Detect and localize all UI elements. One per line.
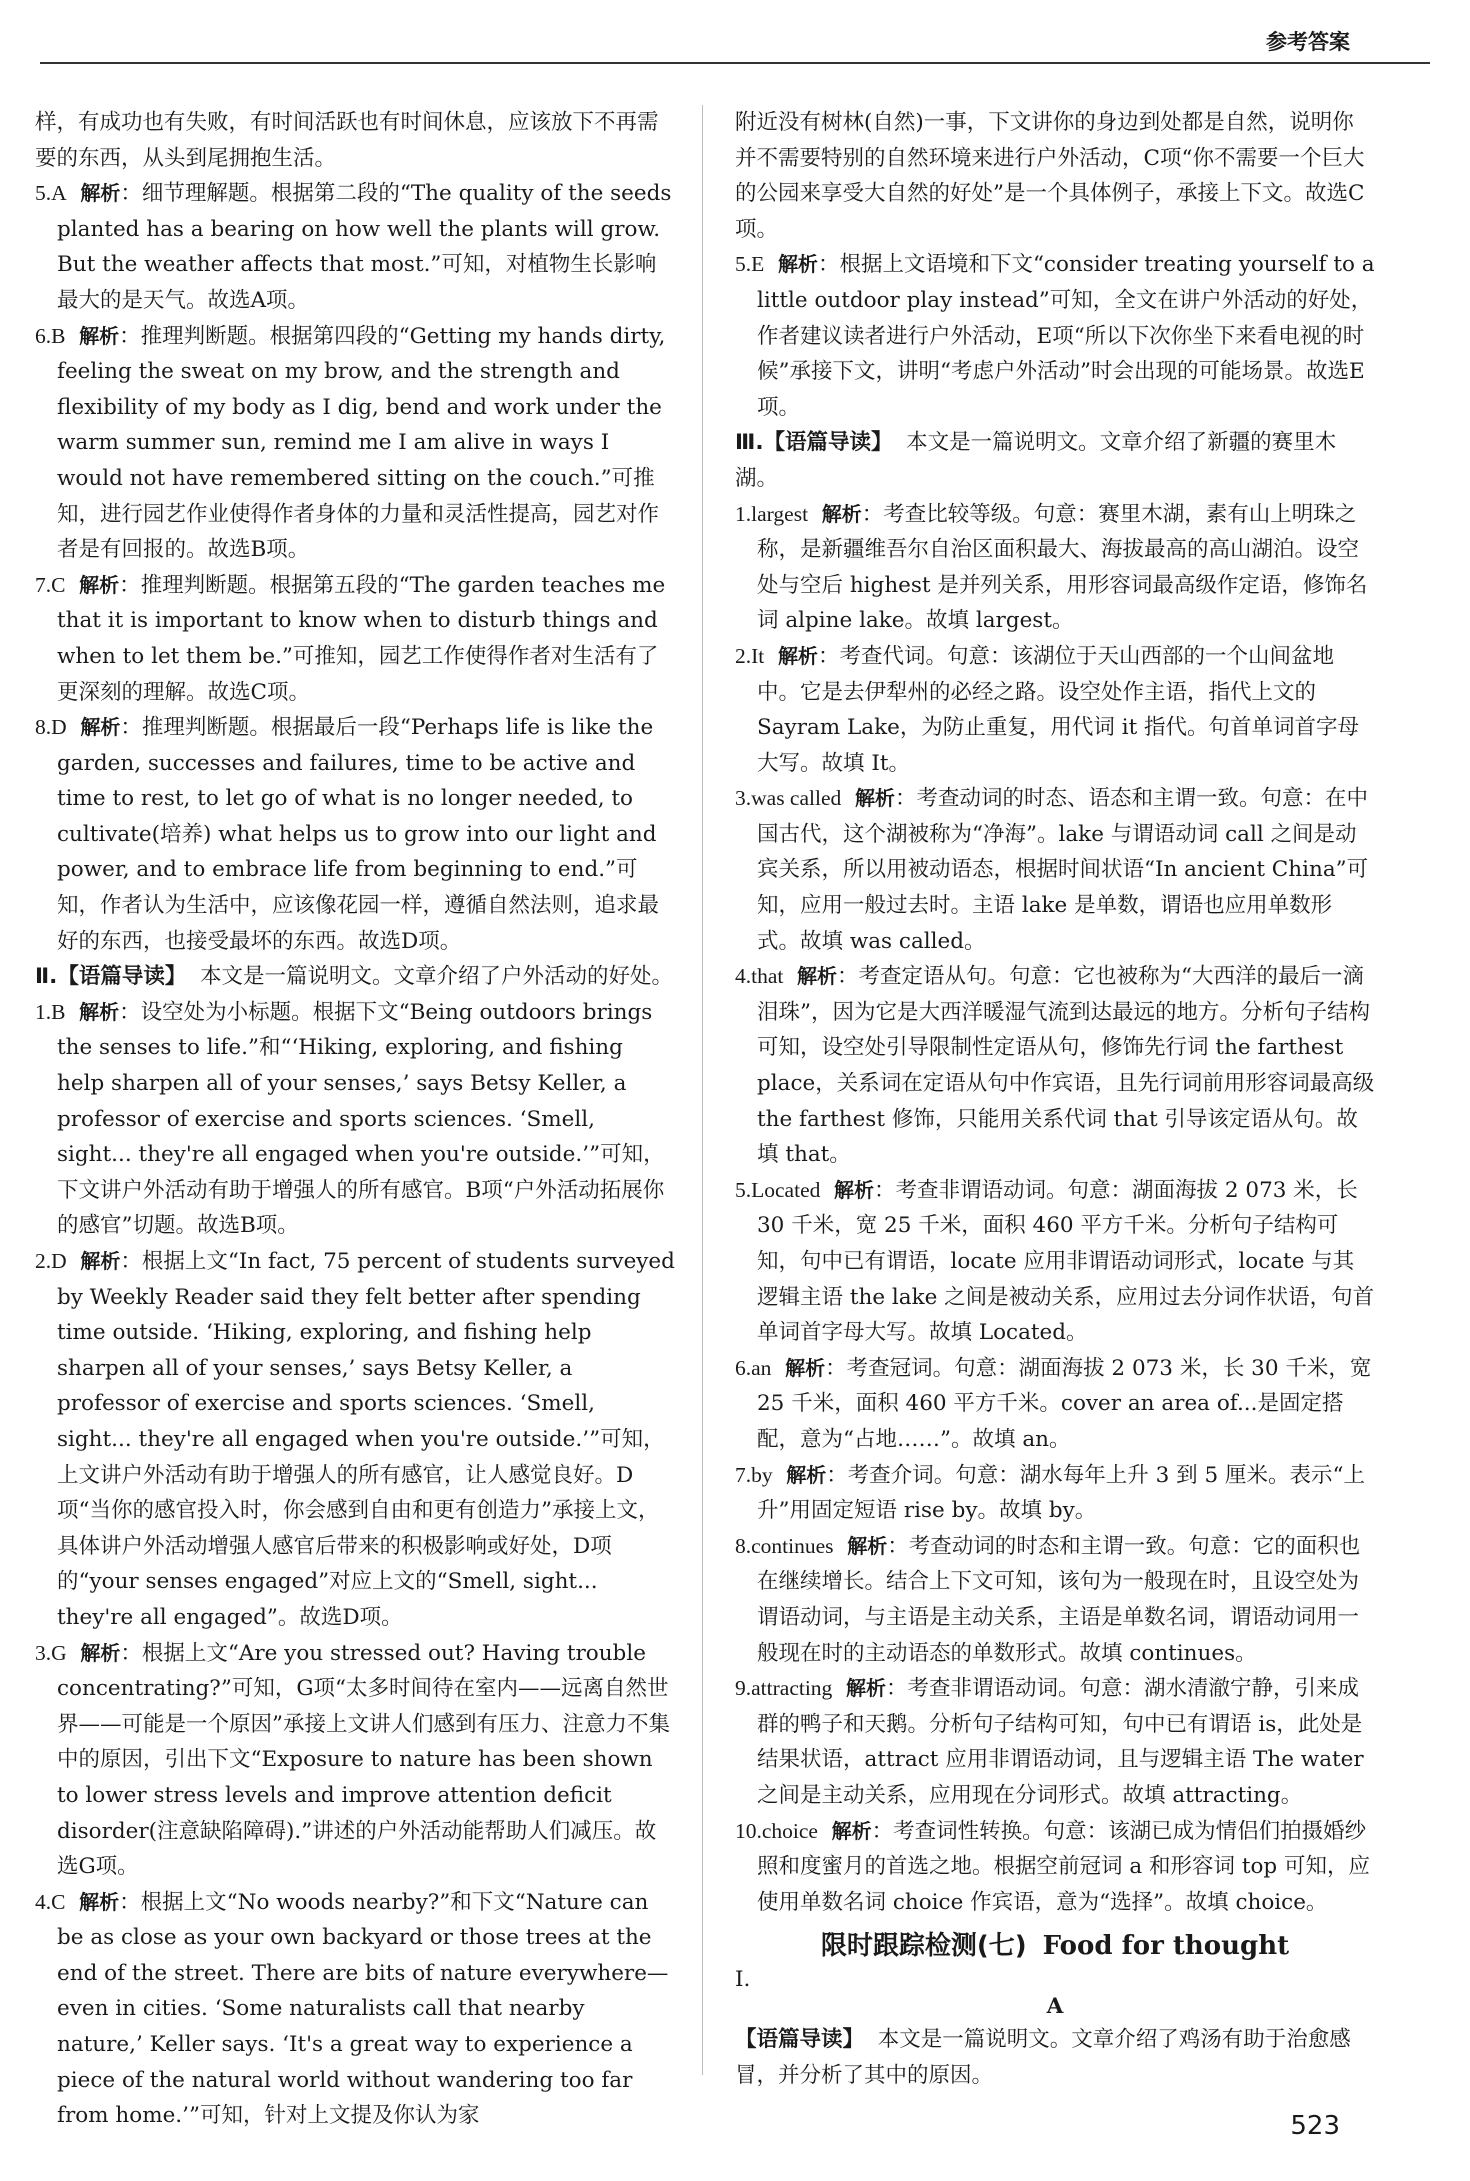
column-divider: [702, 105, 703, 2075]
analysis-text: ：根据上文语境和下文“consider treating yourself to a little outdoor play instead”可知，全文在讲户外活动的好处，作者建议读者进行户外活动，E项“所以下次你坐下来看电视的时候”承接下文，讲明“考虑户外活动”时会出现的可能场景。故选E项。: [757, 252, 1375, 420]
guide-text: 本文是一篇说明文。文章介绍了新疆的赛里木湖。: [735, 430, 1337, 491]
section-title-cn: 限时跟踪检测(七): [820, 1931, 1027, 1962]
answer-number: 1.largest: [735, 501, 809, 526]
answer-number: 5.E: [735, 252, 765, 277]
header-rule: [40, 62, 1430, 64]
answer-item: [35, 995, 675, 1244]
analysis-label: 解析: [79, 323, 120, 348]
analysis-text: ：考查定语从句。句意：它也被称为“大西洋的最后一滴泪珠”，因为它是大西洋暖湿气流到达最远的地方。分析句子结构可知，设空处引导限制性定语从句，修饰先行词 the farthest place，关系词在定语从句中作宾语，且先行词前用形容词最高级 the farthest 修饰，只能用关系代词 that 引导该定语从句。故填 that。: [757, 964, 1375, 1168]
answer-number: 9.attracting: [735, 1676, 833, 1701]
header-title: 参考答案: [1266, 30, 1350, 54]
answer-number: 4.that: [735, 964, 784, 989]
answer-number: 3.G: [35, 1640, 67, 1665]
passage-guide: [35, 959, 675, 995]
analysis-text: ：推理判断题。根据第四段的“Getting my hands dirty, feeling the sweat on my brow, and the strength and flexibility of my body as I dig, bend and work under the warm summer sun, remind me I am alive in ways I would not have remembered sitting on the couch.”可推知，进行园艺作业使得作者身体的力量和灵活性提高，园艺对作者是有回报的。故选B项。: [57, 323, 666, 563]
analysis-label: 解析: [80, 1249, 121, 1273]
answer-item: [735, 1529, 1375, 1671]
answer-number: 6.an: [735, 1355, 772, 1380]
paragraph: 样，有成功也有失败，有时间活跃也有时间休息，应该放下不再需要的东西，从头到尾拥抱生活。: [35, 110, 659, 171]
analysis-label: 解析: [777, 643, 818, 668]
answer-item: [35, 568, 675, 710]
analysis-label: 解析: [834, 1177, 875, 1202]
right-column: [735, 105, 1375, 2093]
answer-item: [735, 1671, 1375, 1813]
analysis-text: ：考查代词。句意：该湖位于天山西部的一个山间盆地中。它是去伊犁州的必经之路。设空处作主语，指代上文的 Sayram Lake，为防止重复，用代词 it 指代。句首单词首字母大写。故填 It。: [757, 643, 1360, 776]
guide-text: 本文是一篇说明文。文章介绍了鸡汤有助于治愈感冒，并分析了其中的原因。: [735, 2027, 1351, 2088]
analysis-label: 解析: [79, 1889, 120, 1914]
analysis-text: ：推理判断题。根据最后一段“Perhaps life is like the garden, successes and failures, time to be active and time to rest, to let go of what is no longer needed, to cultivate(培养) what helps us to grow into our light and power, and to embrace life from beginning to end.”可知，作者认为生活中，应该像花园一样，遵循自然法则，追求最好的东西，也接受最坏的东西。故选D项。: [57, 715, 660, 954]
answer-item: [35, 176, 675, 318]
answer-number: 2.D: [35, 1249, 67, 1273]
analysis-text: ：设空处为小标题。根据下文“Being outdoors brings the senses to life.”和“‘Hiking, exploring, and fishing help sharpen all of your senses,’ says Betsy Keller, a professor of exercise and sports sciences. ‘Smell, sight... they're all engaged when you're outside.’”可知，下文讲户外活动有助于增强人的所有感官。B项“户外活动拓展你的感官”切题。故选B项。: [57, 999, 665, 1239]
paragraph: 附近没有树林(自然)一事，下文讲你的身边到处都是自然，说明你并不需要特别的自然环境来进行户外活动，C项“你不需要一个巨大的公园来享受大自然的好处”是一个具体例子，承接上下文。故选C项。: [735, 110, 1365, 242]
answer-item: [35, 1636, 675, 1885]
answer-number: 7.by: [735, 1462, 773, 1487]
analysis-text: ：考查冠词。句意：湖面海拔 2 073 米，长 30 千米，宽 25 千米，面积 460 平方千米。cover an area of...是固定搭配，意为“占地……”。故填 an。: [757, 1355, 1372, 1452]
analysis-label: 解析: [831, 1818, 872, 1843]
analysis-label: 解析: [786, 1462, 827, 1487]
answer-number: 5.A: [35, 181, 67, 206]
answer-item: [735, 247, 1375, 425]
analysis-text: ：考查词性转换。句意：该湖已成为情侣们拍摄婚纱照和度蜜月的首选之地。根据空前冠词 a 和形容词 top 可知，应使用单数名词 choice 作宾语，意为“选择”。故填 choice。: [757, 1818, 1371, 1915]
analysis-text: ：考查介词。句意：湖水每年上升 3 到 5 厘米。表示“上升”用固定短语 rise by。故填 by。: [757, 1462, 1365, 1524]
analysis-label: 解析: [845, 1676, 886, 1701]
guide-label: Ⅱ.【语篇导读】: [35, 964, 187, 990]
guide-label: Ⅲ.【语篇导读】: [735, 430, 893, 456]
analysis-label: 解析: [777, 252, 818, 277]
answer-number: 1.B: [35, 999, 66, 1024]
passage-guide: [735, 2022, 1375, 2093]
answer-item: [735, 497, 1375, 639]
answer-item: [35, 710, 675, 959]
section-title-en: Food for thought: [1042, 1931, 1290, 1962]
answer-number: 10.choice: [735, 1818, 818, 1843]
analysis-text: ：根据上文“No woods nearby?”和下文“Nature can be as close as your own backyard or those trees at the end of the street. There are bits of nature everywhere—even in cities. ‘Some naturalists call that nearby nature,’ Keller says. ‘It's a great way to experience a piece of the natural world without wandering too far from home.’”可知，针对上文提及你认为家: [57, 1889, 669, 2129]
answer-item: [35, 1244, 675, 1636]
answer-number: 5.Located: [735, 1177, 821, 1202]
answer-number: 8.continues: [735, 1533, 834, 1558]
answer-number: 7.C: [35, 572, 66, 597]
answer-item: [735, 1351, 1375, 1458]
passage-letter: A: [1046, 1994, 1064, 2020]
analysis-label: 解析: [80, 181, 121, 206]
answer-item: [735, 1458, 1375, 1529]
answer-number: 4.C: [35, 1889, 66, 1914]
analysis-text: ：推理判断题。根据第五段的“The garden teaches me that it is important to know when to disturb things and when to let them be.”可推知，园艺工作使得作者对生活有了更深刻的理解。故选C项。: [57, 572, 666, 705]
analysis-text: ：细节理解题。根据第二段的“The quality of the seeds planted has a bearing on how well the plants will grow. But the weather affects that most.”可知，对植物生长影响最大的是天气。故选A项。: [57, 181, 672, 313]
analysis-text: ：根据上文“In fact, 75 percent of students surveyed by Weekly Reader said they felt better after spending time outside. ‘Hiking, exploring, and fishing help sharpen all of your senses,’ says Betsy Keller, a professor of exercise and sports sciences. ‘Smell, sight... they're all engaged when you're outside.’”可知，上文讲户外活动有助于增强人的所有感官，让人感觉良好。D项“当你的感官投入时，你会感到自由和更有创造力”承接上文，具体讲户外活动增强人感官后带来的积极影响或好处，D项的“your senses engaged”对应上文的“Smell, sight... they're all engaged”。故选D项。: [57, 1249, 675, 1630]
analysis-text: ：考查动词的时态、语态和主谓一致。句意：在中国古代，这个湖被称为“净海”。lake 与谓语动词 call 之间是动宾关系，所以用被动语态，根据时间状语“In ancient China”可知，应用一般过去时。主语 lake 是单数，谓语也应用单数形式。故填 was called。: [757, 786, 1369, 954]
analysis-label: 解析: [847, 1533, 888, 1558]
guide-text: 本文是一篇说明文。文章介绍了户外活动的好处。: [200, 964, 674, 990]
section-title: [735, 1928, 1375, 1964]
analysis-text: ：考查非谓语动词。句意：湖面海拔 2 073 米，长 30 千米，宽 25 千米，面积 460 平方千米。分析句子结构可知，句中已有谓语，locate 应用非谓语动词形式，locate 与其逻辑主语 the lake 之间是被动关系，应用过去分词作状语，句首单词首字母大写。故填 Located。: [757, 1177, 1375, 1346]
answer-item: [735, 639, 1375, 781]
analysis-label: 解析: [821, 501, 862, 526]
answer-number: 6.B: [35, 323, 66, 348]
analysis-text: ：考查动词的时态和主谓一致。句意：它的面积也在继续增长。结合上下文可知，该句为一般现在时，且设空处为谓语动词，与主语是主动关系，主语是单数名词，谓语动词用一般现在时的主动语态的单数形式。故填 continues。: [757, 1533, 1361, 1666]
part-number: Ⅰ.: [735, 1967, 751, 1993]
answer-item: [35, 319, 675, 568]
analysis-label: 解析: [79, 999, 120, 1024]
analysis-label: 解析: [80, 1640, 121, 1665]
analysis-label: 解析: [79, 572, 120, 597]
passage-guide: [735, 425, 1375, 496]
guide-label: 【语篇导读】: [735, 2027, 865, 2053]
answer-item: [735, 781, 1375, 959]
answer-item: [735, 1173, 1375, 1351]
analysis-label: 解析: [854, 786, 895, 811]
answer-number: 2.It: [735, 643, 765, 668]
analysis-label: 解析: [797, 964, 838, 989]
answer-number: 3.was called: [735, 786, 842, 811]
answer-number: 8.D: [35, 715, 67, 740]
answer-item: [735, 1814, 1375, 1921]
page-number: 523: [1290, 2111, 1340, 2141]
analysis-label: 解析: [80, 715, 121, 740]
analysis-text: ：根据上文“Are you stressed out? Having trouble concentrating?”可知，G项“太多时间待在室内——远离自然世界——可能是一个原因”承接上文讲人们感到有压力、注意力不集中的原因，引出下文“Exposure to nature has been shown to lower stress levels and improve attention deficit disorder(注意缺陷障碍).”讲述的户外活动能帮助人们减压。故选G项。: [57, 1640, 670, 1880]
analysis-text: ：考查非谓语动词。句意：湖水清澈宁静，引来成群的鸭子和天鹅。分析句子结构可知，句中已有谓语 is，此处是结果状语，attract 应用非谓语动词，且与逻辑主语 The water 之间是主动关系，应用现在分词形式。故填 attracting。: [757, 1676, 1364, 1808]
answer-item: [735, 959, 1375, 1173]
analysis-label: 解析: [785, 1355, 826, 1380]
answer-item: [35, 1885, 675, 2134]
left-column: [35, 105, 675, 2134]
analysis-text: ：考查比较等级。句意：赛里木湖，素有山上明珠之称，是新疆维吾尔自治区面积最大、海拔最高的高山湖泊。设空处与空后 highest 是并列关系，用形容词最高级作定语，修饰名词 alpine lake。故填 largest。: [757, 501, 1368, 634]
